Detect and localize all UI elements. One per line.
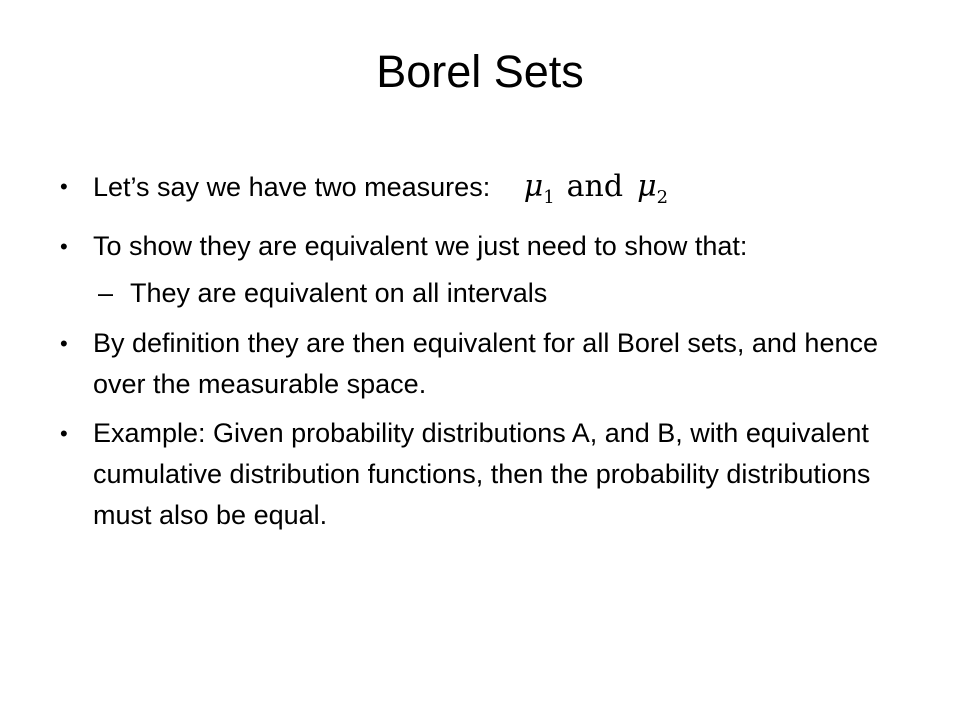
bullet-item [60, 166, 910, 218]
dash-icon: – [98, 278, 114, 308]
sub-bullet-text: They are equivalent on all intervals [130, 278, 548, 308]
bullet-item [60, 413, 910, 536]
bullet-list [60, 166, 910, 544]
bullet-text: To show they are equivalent we just need to show that: [93, 231, 748, 261]
mu-symbol: μ [523, 169, 544, 204]
math-expression [523, 169, 669, 208]
subscript-two: 2 [656, 187, 669, 208]
bullet-icon: • [60, 234, 68, 259]
bullet-icon: • [60, 174, 68, 199]
math-conjunction: and [566, 169, 624, 204]
sub-bullet-item [60, 273, 910, 314]
bullet-text: By definition they are then equivalent for all Borel sets, and hence over the measurable space. [93, 328, 878, 399]
mu-symbol: μ [637, 169, 657, 204]
bullet-icon: • [60, 331, 68, 356]
bullet-text: Let’s say we have two measures: [93, 172, 491, 202]
subscript-one: 1 [543, 187, 555, 208]
bullet-text: Example: Given probability distributions A, and B, with equivalent cumulative distribution functions, then the probability distributions must also be equal. [93, 418, 871, 530]
slide-title: Borel Sets [376, 46, 584, 97]
bullet-icon: • [60, 421, 68, 446]
bullet-item [60, 226, 910, 267]
bullet-item [60, 323, 910, 405]
